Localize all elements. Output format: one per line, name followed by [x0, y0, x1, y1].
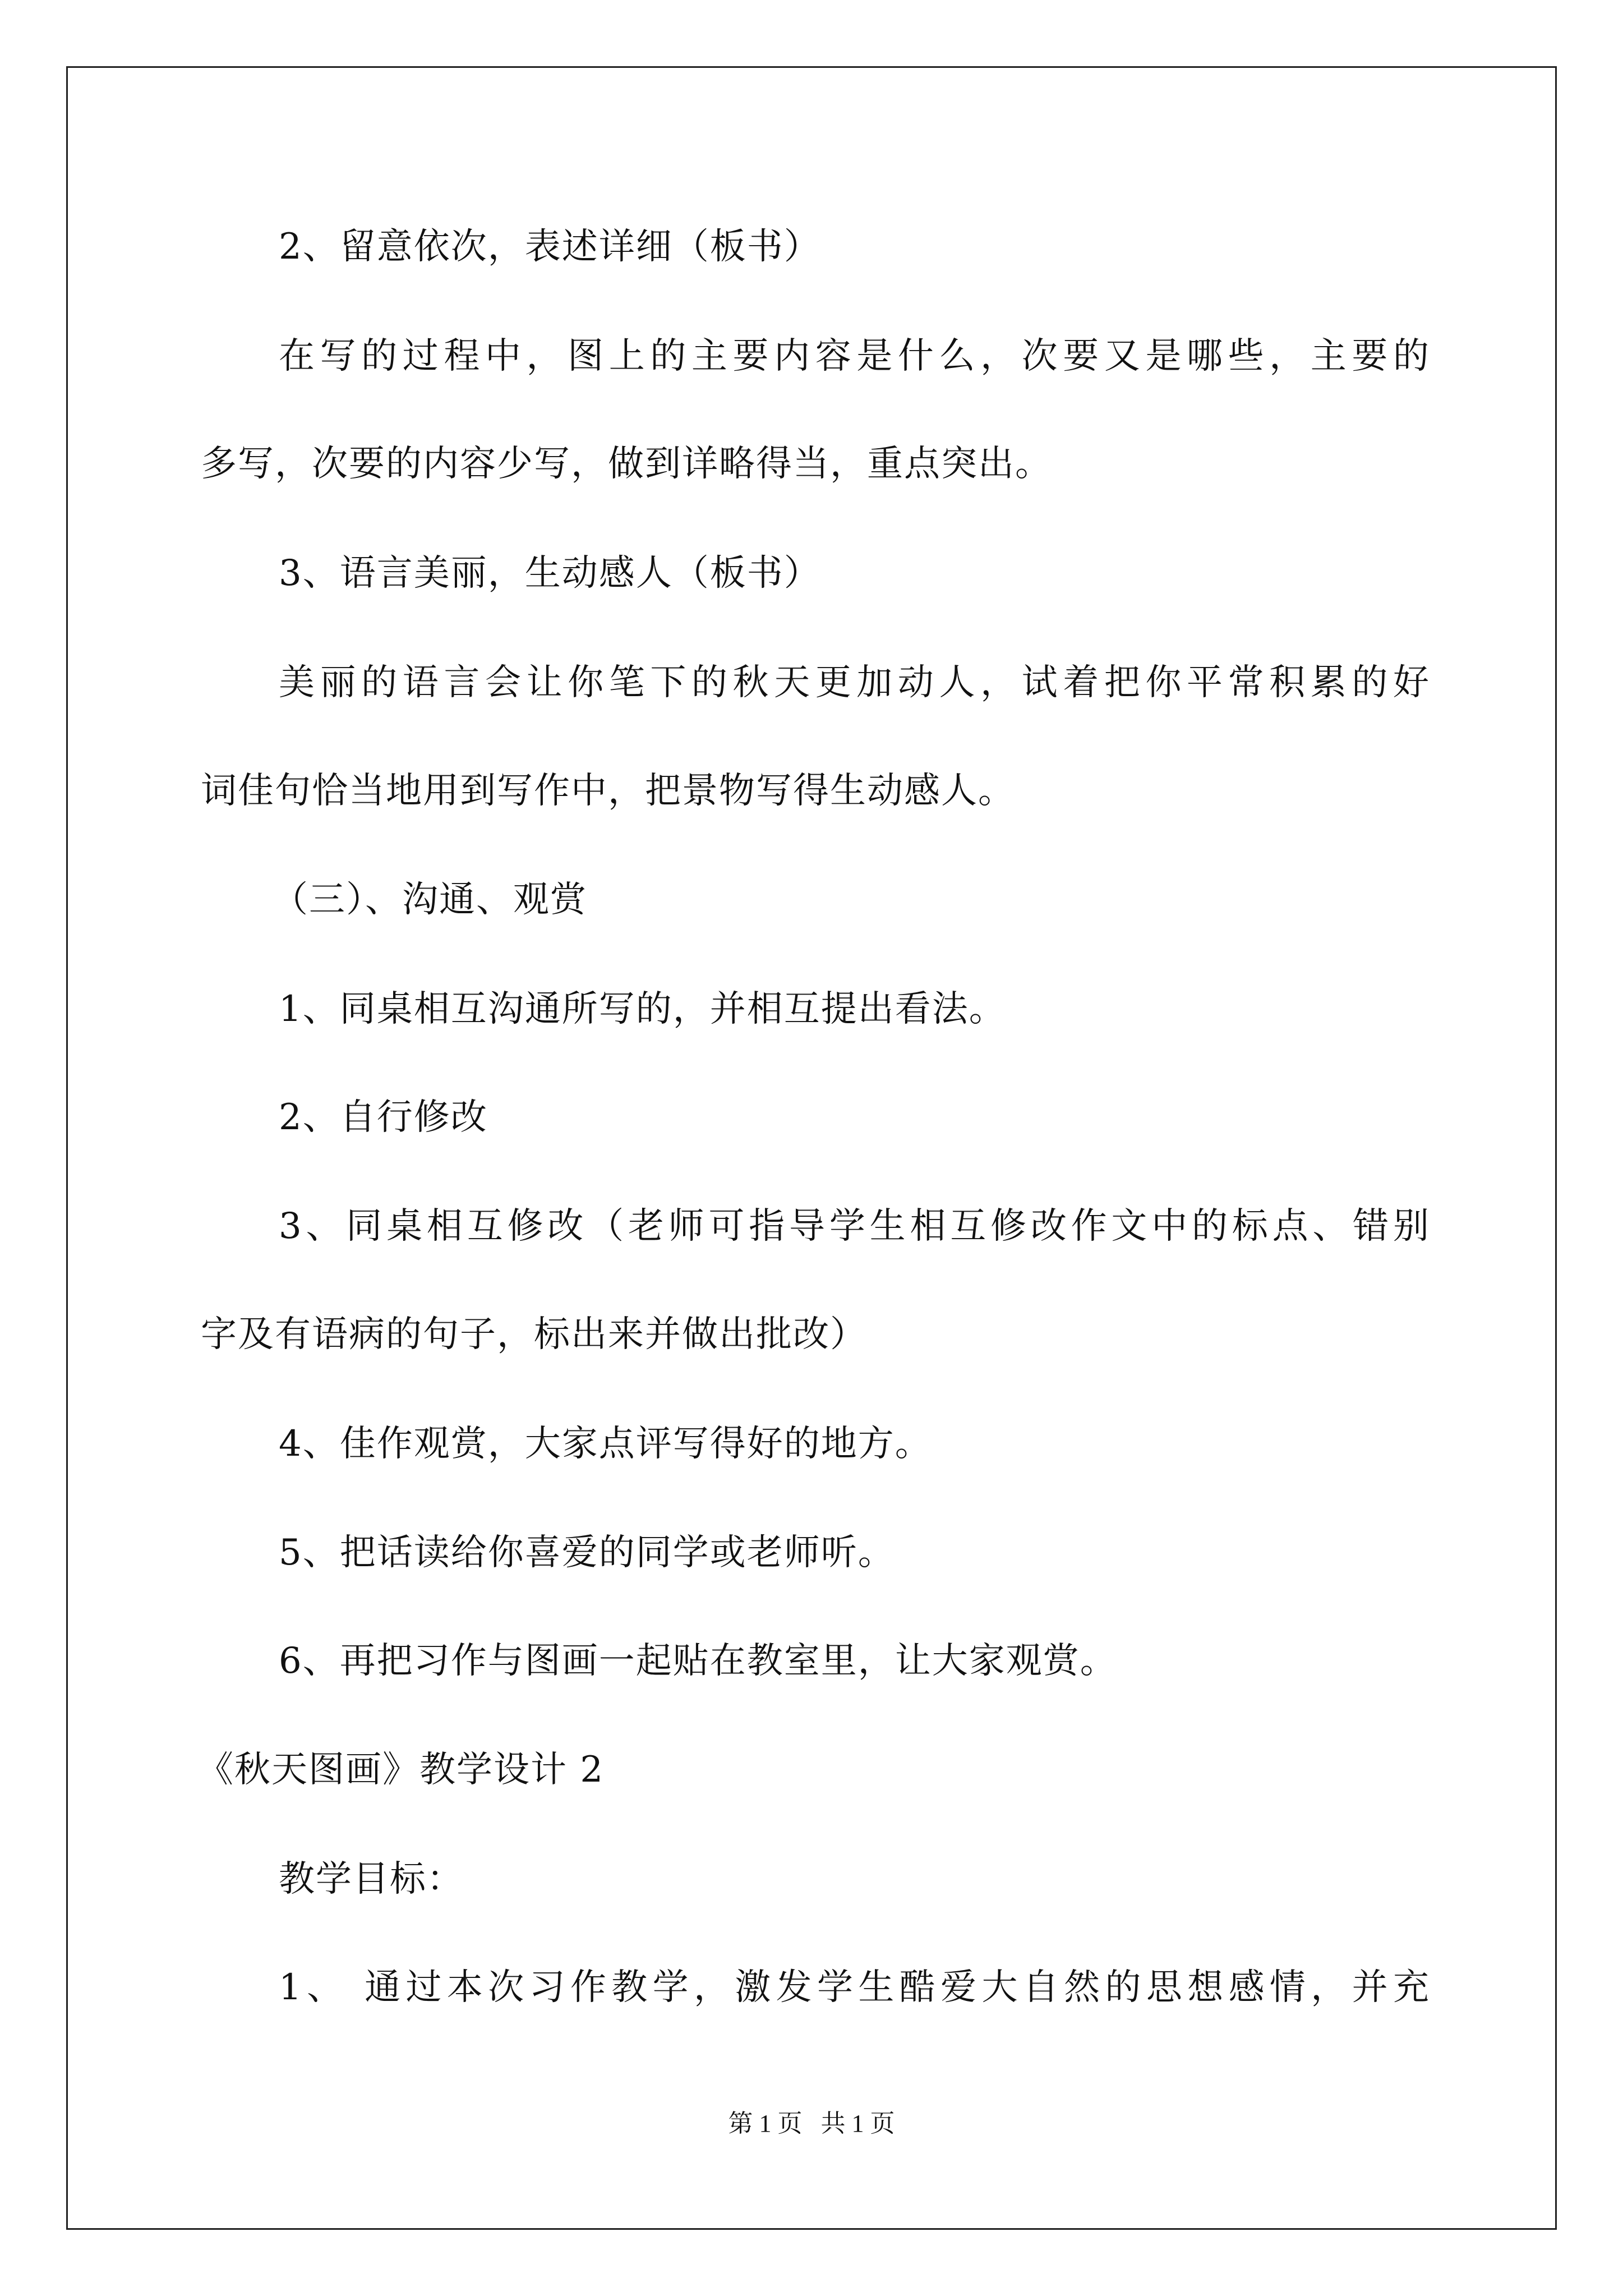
step-2: 2、自行修改 — [279, 1097, 488, 1138]
step-3-line-2: 字及有语病的句子，标出来并做出批改） — [201, 1314, 867, 1355]
page-border — [66, 66, 1557, 2230]
step-6: 6、再把习作与图画一起贴在教室里，让大家观赏。 — [279, 1640, 1117, 1682]
paragraph-requirement-3-body-line-1: 美丽的语言会让你笔下的秋天更加动人，试着把你平常积累的好 — [279, 662, 1430, 703]
step-3-line-1: 3、同桌相互修改（老师可指导学生相互修改作文中的标点、错别 — [279, 1205, 1430, 1247]
teaching-objectives-label: 教学目标： — [279, 1858, 464, 1900]
step-5: 5、把话读给你喜爱的同学或老师听。 — [279, 1532, 895, 1573]
paragraph-requirement-2-body-line-1: 在写的过程中，图上的主要内容是什么，次要又是哪些，主要的 — [279, 335, 1430, 377]
section-heading-exchange: （三）、沟通、观赏 — [272, 879, 587, 921]
paragraph-requirement-2-heading: 2、留意依次，表述详细（板书） — [279, 226, 821, 268]
step-1: 1、同桌相互沟通所写的，并相互提出看法。 — [279, 988, 1006, 1030]
objective-1-line-1: 1、 通过本次习作教学，激发学生酷爱大自然的思想感情，并充 — [279, 1967, 1430, 2008]
paragraph-requirement-2-body-line-2: 多写，次要的内容少写，做到详略得当，重点突出。 — [201, 443, 1052, 485]
paragraph-requirement-3-body-line-2: 词佳句恰当地用到写作中，把景物写得生动感人。 — [201, 770, 1015, 812]
section-title-design-2: 《秋天图画》教学设计 2 — [197, 1749, 605, 1791]
page-footer: 第 1 页 共 1 页 — [728, 2110, 895, 2137]
paragraph-requirement-3-heading: 3、语言美丽，生动感人（板书） — [279, 553, 821, 594]
step-4: 4、佳作观赏，大家点评写得好的地方。 — [279, 1423, 932, 1465]
